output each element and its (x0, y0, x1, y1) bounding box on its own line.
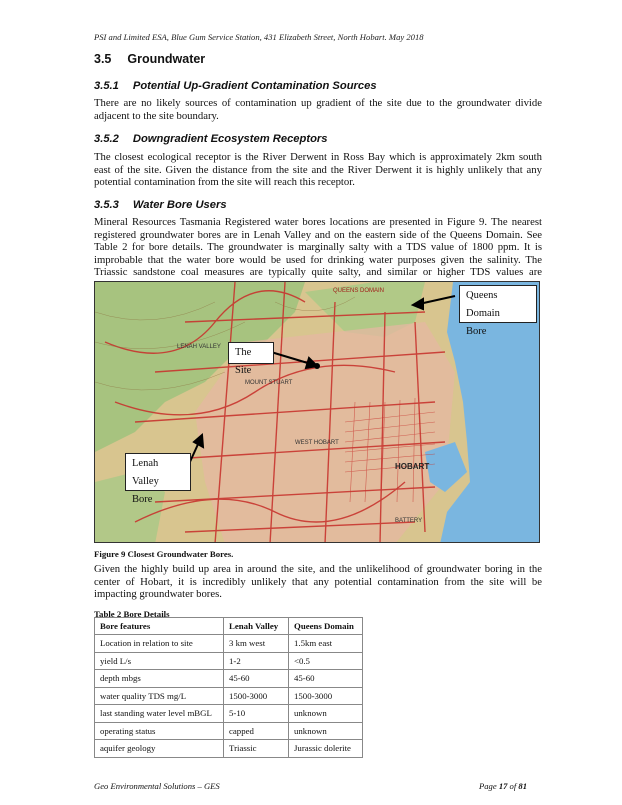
paragraph-upgradient: There are no likely sources of contamination up gradient of the site due to the groundwater divide adjacent to the site boundary. (94, 97, 542, 122)
table-row (95, 652, 363, 670)
table-header-cell: Queens Domain (289, 618, 363, 635)
table-cell: 3 km west (224, 635, 289, 653)
subsection-number: 3.5.3 (94, 199, 119, 211)
section-title: Groundwater (127, 52, 206, 66)
table-cell: 45-60 (224, 670, 289, 688)
table-cell: depth mbgs (95, 670, 224, 688)
table-cell: last standing water level mBGL (95, 705, 224, 723)
table-title: Table 2 Bore Details (94, 609, 170, 619)
callout-lenah-line2: Bore (132, 494, 153, 505)
subsection-heading-bore-users (94, 199, 227, 211)
map-label-mount-stuart: MOUNT STUART (245, 380, 293, 386)
table-row (95, 722, 363, 740)
table-row (95, 705, 363, 723)
table-row (95, 635, 363, 653)
footer-company: Geo Environmental Solutions – GES (94, 781, 220, 791)
map-label-west-hobart: WEST HOBART (295, 440, 339, 446)
subsection-heading-upgradient (94, 80, 377, 92)
footer-page-number (479, 781, 527, 791)
table-header-cell: Lenah Valley (224, 618, 289, 635)
map-label-queens-domain: QUEENS DOMAIN (333, 288, 385, 294)
page-prefix: Page (479, 781, 499, 791)
paragraph-receptors: The closest ecological receptor is the River Derwent in Ross Bay which is approximately 2km south east of the site. Given the distance from the site and the River Derwent it is highly unlikely that any potential contamination from the site will reach this receptor. (94, 151, 542, 189)
table-header-cell: Bore features (95, 618, 224, 635)
table-cell: Jurassic dolerite (289, 740, 363, 758)
table-cell: 1.5km east (289, 635, 363, 653)
subsection-number: 3.5.2 (94, 133, 119, 145)
callout-queens-line1: Queens Domain (466, 290, 500, 319)
table-header-row (95, 618, 363, 635)
table-cell: unknown (289, 722, 363, 740)
callout-the-site (228, 342, 274, 376)
table-cell: Location in relation to site (95, 635, 224, 653)
table-cell: water quality TDS mg/L (95, 687, 224, 705)
paragraph-after-figure: Given the highly build up area in around the site, and the unlikelihood of groundwater boring in the center of Hobart, it is incredibly unlikely that any potential contamination from the site will be impacting groundwater bores. (94, 563, 542, 601)
table-cell: 5-10 (224, 705, 289, 723)
table-cell: 45-60 (289, 670, 363, 688)
section-heading (94, 52, 205, 66)
callout-queens-line2: Bore (466, 326, 487, 337)
page-of: of (507, 781, 519, 791)
table-cell: <0.5 (289, 652, 363, 670)
subsection-title: Potential Up-Gradient Contamination Sources (132, 80, 377, 92)
callout-lenah-valley-bore (125, 453, 191, 505)
map-label-lenah-valley: LENAH VALLEY (177, 344, 221, 350)
bore-details-table (94, 617, 363, 758)
page-current: 17 (498, 781, 508, 791)
groundwater-bores-map (94, 281, 540, 543)
callout-lenah-line1: Lenah Valley (132, 458, 159, 487)
callout-queens-domain-bore (459, 285, 537, 337)
paragraph-bore-users: Mineral Resources Tasmania Registered water bores locations are presented in Figure 9. The nearest registered groundwater bores are in Lenah Valley and on the eastern side of the Queens Domain. See Table 2 for bore details. The groundwater is marginally salty with a TDS value of 1800 ppm. It is improbable that the water bore would be used for drinking water purposes given the salinity. The Triassic sandstone coal measures are typically quite salty, and similar or higher TDS values are (94, 216, 542, 279)
subsection-title: Water Bore Users (132, 199, 227, 211)
section-number: 3.5 (94, 52, 112, 66)
page-total: 81 (518, 781, 527, 791)
table-cell: 1-2 (224, 652, 289, 670)
table-cell: 1500-3000 (224, 687, 289, 705)
map-label-hobart: HOBART (395, 462, 430, 471)
figure-caption: Figure 9 Closest Groundwater Bores. (94, 549, 234, 559)
table-row (95, 670, 363, 688)
table-row (95, 740, 363, 758)
table-cell: aquifer geology (95, 740, 224, 758)
table-cell: unknown (289, 705, 363, 723)
running-header: PSI and Limited ESA, Blue Gum Service Station, 431 Elizabeth Street, North Hobart. May 2018 (94, 32, 424, 42)
subsection-heading-receptors (94, 133, 327, 145)
table-row (95, 687, 363, 705)
callout-site-label: The Site (235, 347, 252, 376)
table-cell: yield L/s (95, 652, 224, 670)
table-cell: Triassic (224, 740, 289, 758)
map-label-battery: BATTERY (395, 518, 423, 524)
table-cell: 1500-3000 (289, 687, 363, 705)
table-cell: capped (224, 722, 289, 740)
subsection-title: Downgradient Ecosystem Receptors (132, 133, 328, 145)
table-cell: operating status (95, 722, 224, 740)
subsection-number: 3.5.1 (94, 80, 119, 92)
